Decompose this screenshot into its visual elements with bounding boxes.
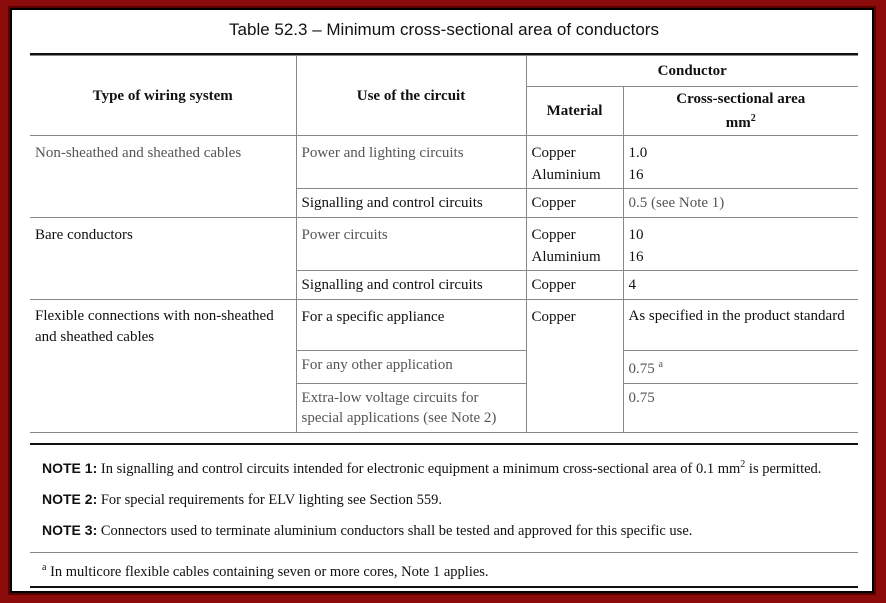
table-row: [30, 218, 858, 271]
cell-csa: [623, 218, 858, 271]
cell-use: Power and lighting circuits: [296, 136, 526, 189]
cell-material: Copper: [526, 189, 623, 218]
note-2-text: For special requirements for ELV lighting see Section 559.: [100, 492, 442, 508]
material-aluminium: Aluminium: [531, 249, 601, 265]
note-3: [30, 511, 858, 542]
cell-use: Power circuits: [296, 218, 526, 271]
table-row: [30, 300, 858, 351]
cell-material: Copper: [526, 300, 623, 433]
footnote: [30, 552, 858, 586]
csa-copper: 10: [628, 227, 644, 243]
cell-csa: As specified in the product standard: [623, 300, 858, 351]
note-3-text: Connectors used to terminate aluminium conductors shall be tested and approved for this specific use.: [100, 523, 693, 539]
cell-csa: 0.75: [623, 384, 858, 433]
cell-use: Signalling and control circuits: [296, 271, 526, 300]
cell-use: Signalling and control circuits: [296, 189, 526, 218]
header-csa-unit: mm: [725, 115, 751, 131]
footnote-text: In multicore flexible cables containing seven or more cores, Note 1 applies.: [46, 564, 489, 580]
note-1-label: NOTE 1:: [42, 460, 98, 476]
note-1-sup: 2: [740, 459, 746, 470]
note-1: [30, 445, 858, 480]
header-row-1: [30, 56, 858, 87]
notes-section: [30, 443, 858, 588]
cell-csa: [623, 136, 858, 189]
footnote-ref: a: [658, 359, 663, 370]
note-1-text: In signalling and control circuits intended for electronic equipment a minimum cross-sectional area of 0.1 mm: [100, 461, 741, 477]
csa-value: 0.75: [628, 361, 655, 377]
cell-material: Copper: [526, 271, 623, 300]
bottom-rule: [30, 586, 858, 588]
cell-type: Bare conductors: [30, 218, 296, 300]
csa-aluminium: 16: [628, 249, 644, 265]
document-frame: [10, 8, 874, 593]
footnote-mark: a: [42, 562, 47, 573]
header-csa-unit-sup: 2: [750, 113, 756, 124]
csa-copper: 1.0: [628, 145, 648, 161]
csa-aluminium: 16: [628, 167, 644, 183]
note-1-text-end: is permitted.: [745, 461, 822, 477]
cell-csa: [623, 351, 858, 384]
header-use: Use of the circuit: [296, 56, 526, 136]
cell-csa: 0.5 (see Note 1): [623, 189, 858, 218]
cell-type: Flexible connections with non-sheathed and sheathed cables: [30, 300, 296, 433]
conductor-table: [30, 55, 858, 433]
header-type: Type of wiring system: [30, 56, 296, 136]
material-aluminium: Aluminium: [531, 167, 601, 183]
cell-material: [526, 136, 623, 189]
cell-csa: 4: [623, 271, 858, 300]
note-2-label: NOTE 2:: [42, 491, 98, 507]
cell-type: Non-sheathed and sheathed cables: [30, 136, 296, 218]
note-2: [30, 480, 858, 511]
header-csa: [623, 87, 858, 136]
cell-use: For a specific appliance: [296, 300, 526, 351]
cell-material: [526, 218, 623, 271]
cell-use: For any other application: [296, 351, 526, 384]
note-3-label: NOTE 3:: [42, 522, 98, 538]
table-row: [30, 136, 858, 189]
material-copper: Copper: [531, 227, 576, 243]
header-material: Material: [526, 87, 623, 136]
material-copper: Copper: [531, 145, 576, 161]
header-csa-label: Cross-sectional area: [676, 91, 806, 107]
cell-use: Extra-low voltage circuits for special applications (see Note 2): [296, 384, 526, 433]
table-title: Table 52.3 – Minimum cross-sectional area of conductors: [229, 20, 659, 39]
header-conductor: Conductor: [526, 56, 858, 87]
